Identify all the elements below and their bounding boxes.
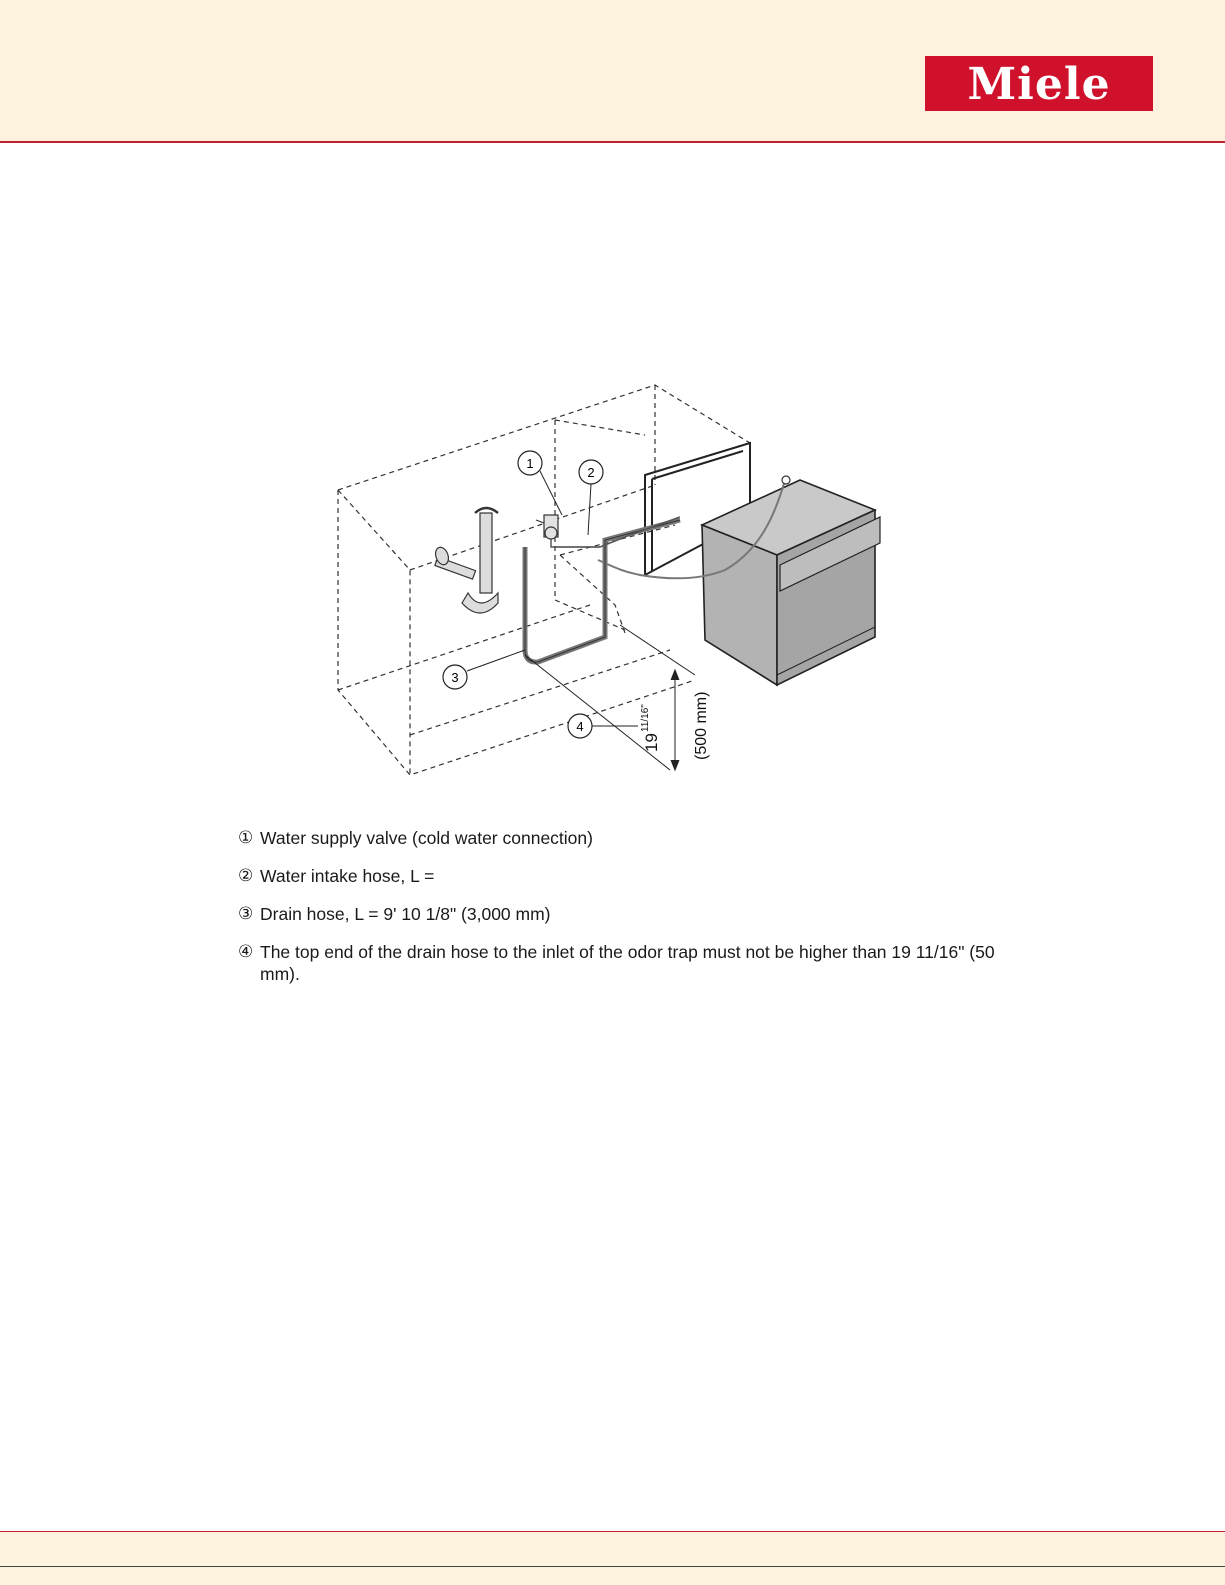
logo-text: Miele xyxy=(967,58,1111,110)
cabinet-outline xyxy=(338,385,750,775)
odor-trap xyxy=(433,508,498,613)
callout-2-label: 2 xyxy=(587,465,595,480)
footer-rule xyxy=(0,1566,1225,1567)
legend-marker: ② xyxy=(238,866,254,885)
appliance xyxy=(702,480,880,685)
legend-marker: ④ xyxy=(238,942,254,961)
miele-logo xyxy=(925,56,1153,111)
water-intake-hose xyxy=(555,517,680,547)
legend-marker: ③ xyxy=(238,904,254,923)
legend-item xyxy=(238,865,998,887)
dimension-lines xyxy=(525,625,695,770)
legend-item xyxy=(238,827,998,849)
installation-diagram xyxy=(330,375,970,795)
dimension-metric-label xyxy=(693,692,710,760)
legend-item xyxy=(238,941,998,985)
drain-hose xyxy=(525,520,680,662)
page-header xyxy=(0,0,1225,143)
cord-plug-icon xyxy=(782,476,790,484)
dimension-fraction: 11/16" xyxy=(640,704,651,732)
callout-4-label: 4 xyxy=(576,719,584,734)
legend-list xyxy=(238,827,998,1001)
dimension-value: 19 xyxy=(642,733,661,752)
legend-text: Water intake hose, L = xyxy=(260,866,435,886)
legend-marker: ① xyxy=(238,828,254,847)
dimension-label xyxy=(640,704,661,752)
legend-text: Water supply valve (cold water connection) xyxy=(260,828,593,848)
page-footer xyxy=(0,1531,1225,1585)
callouts xyxy=(443,451,638,738)
water-supply-valve xyxy=(536,515,600,547)
callout-3-label: 3 xyxy=(451,670,459,685)
callout-1-label: 1 xyxy=(526,456,534,471)
legend-item xyxy=(238,903,998,925)
legend-text: Drain hose, L = 9' 10 1/8" (3,000 mm) xyxy=(260,904,551,924)
legend-text: The top end of the drain hose to the inlet of the odor trap must not be higher than 19 11/16" (50 mm). xyxy=(260,942,995,984)
dimension-metric: (500 mm) xyxy=(693,691,710,760)
